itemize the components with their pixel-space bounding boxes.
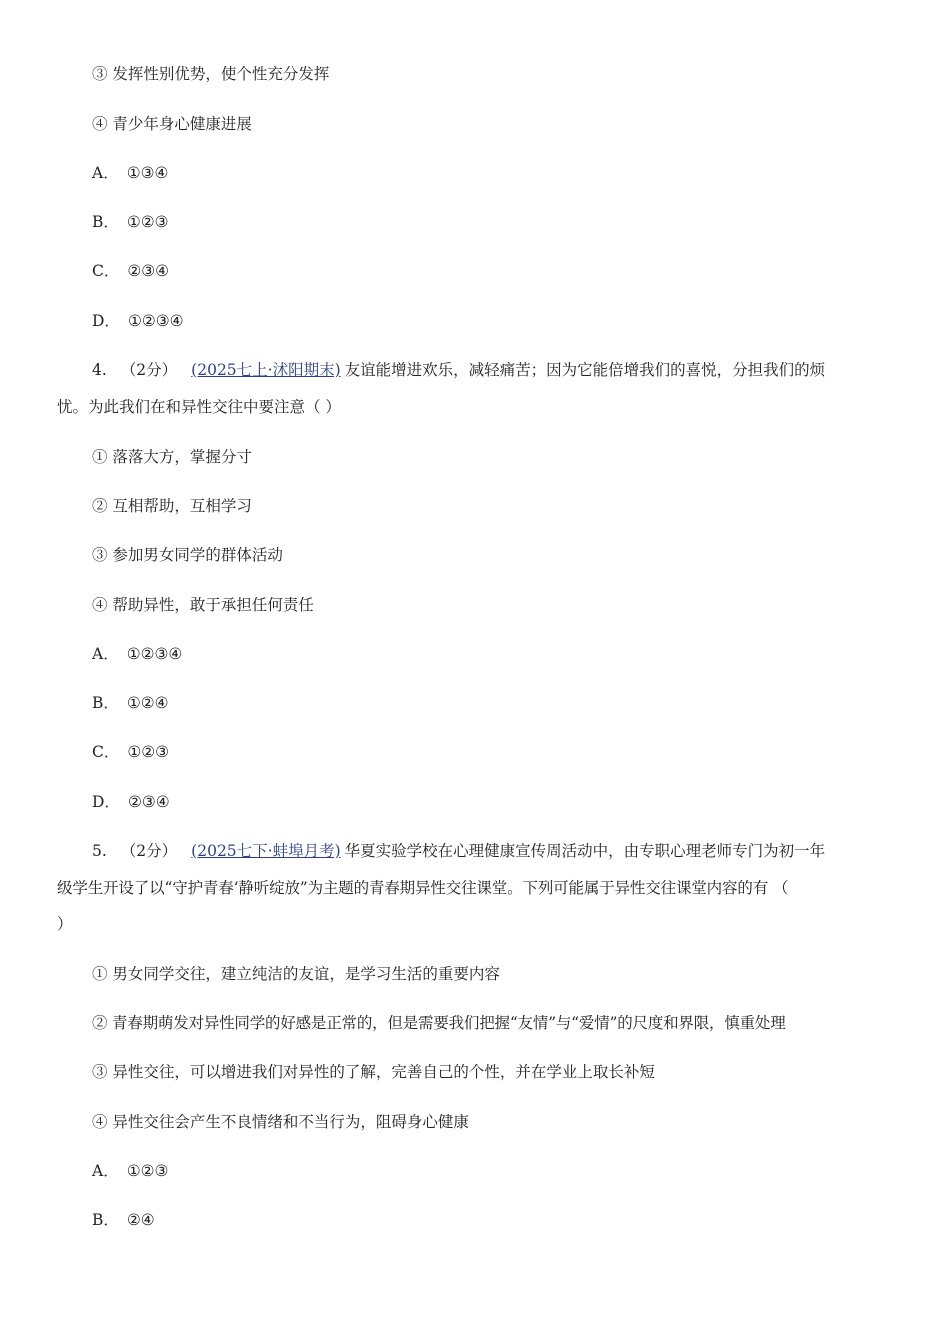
q5-statement-4: ④ 异性交往会产生不良情绪和不当行为，阻碍身心健康 — [92, 1113, 469, 1131]
option-text: ②③④ — [127, 262, 170, 280]
option-letter: D． — [92, 312, 120, 330]
option-text: ①②③ — [126, 213, 169, 231]
q4-option-a[interactable] — [92, 644, 182, 664]
option-letter: C． — [92, 262, 120, 280]
q5-statement-3: ③ 异性交往，可以增进我们对异性的了解，完善自己的个性，并在学业上取长补短 — [92, 1063, 655, 1081]
q5-statement-2: ② 青春期萌发对异性同学的好感是正常的，但是需要我们把握“友情”与“爱情”的尺度和界限，慎重处理 — [92, 1014, 786, 1032]
question-score: （2分） — [120, 361, 178, 379]
q3-statement-3: ③ 发挥性别优势，使个性充分发挥 — [92, 65, 330, 83]
question-number: 5. — [92, 842, 107, 860]
option-letter: B． — [92, 213, 119, 231]
question-number: 4. — [92, 361, 107, 379]
q3-statement-4: ④ 青少年身心健康进展 — [92, 115, 252, 133]
option-letter: A． — [92, 645, 119, 663]
option-text: ①②③ — [127, 743, 170, 761]
q4-option-c[interactable] — [92, 742, 169, 762]
option-text: ①②③④ — [127, 312, 184, 330]
question-source-link[interactable]: (2025七上·沭阳期末) — [191, 361, 341, 379]
q3-option-a[interactable] — [92, 163, 168, 183]
option-letter: A． — [92, 164, 119, 182]
option-letter: B． — [92, 1211, 119, 1229]
option-text: ②④ — [126, 1211, 155, 1229]
question-text: 友谊能增进欢乐，减轻痛苦；因为它能倍增我们的喜悦，分担我们的烦 — [344, 361, 826, 379]
option-text: ①②④ — [126, 694, 169, 712]
q4-option-b[interactable] — [92, 693, 169, 713]
option-text: ①②③④ — [126, 645, 183, 663]
q5-option-b[interactable] — [92, 1210, 155, 1230]
option-letter: D． — [92, 793, 120, 811]
q5-statement-1: ① 男女同学交往，建立纯洁的友谊，是学习生活的重要内容 — [92, 965, 500, 983]
q3-option-d[interactable] — [92, 311, 184, 331]
q5-stem-line-3: ） — [57, 915, 73, 933]
q4-statement-3: ③ 参加男女同学的群体活动 — [92, 546, 283, 564]
option-letter: A． — [92, 1162, 119, 1180]
q4-statement-1: ① 落落大方，掌握分寸 — [92, 448, 252, 466]
q5-stem-line-1 — [57, 841, 892, 861]
q5-stem-line-2: 级学生开设了以“守护青春‘静听绽放”为主题的青春期异性交往课堂。下列可能属于异性交往课堂内容的有 （ — [57, 879, 789, 897]
question-text: 华夏实验学校在心理健康宣传周活动中，由专职心理老师专门为初一年 — [344, 842, 826, 860]
option-letter: B． — [92, 694, 119, 712]
q4-statement-4: ④ 帮助异性，敢于承担任何责任 — [92, 596, 314, 614]
option-letter: C． — [92, 743, 120, 761]
question-score: （2分） — [120, 842, 178, 860]
q3-option-c[interactable] — [92, 261, 169, 281]
question-source-link[interactable]: (2025七下·蚌埠月考) — [191, 842, 341, 860]
q5-option-a[interactable] — [92, 1161, 168, 1181]
option-text: ①②③ — [126, 1162, 169, 1180]
q4-stem-line-2: 忧。为此我们在和异性交往中要注意（ ） — [57, 398, 341, 416]
q4-option-d[interactable] — [92, 792, 170, 812]
q4-stem-line-1 — [57, 360, 892, 380]
option-text: ①③④ — [126, 164, 169, 182]
q4-statement-2: ② 互相帮助，互相学习 — [92, 497, 252, 515]
q3-option-b[interactable] — [92, 212, 169, 232]
option-text: ②③④ — [127, 793, 170, 811]
